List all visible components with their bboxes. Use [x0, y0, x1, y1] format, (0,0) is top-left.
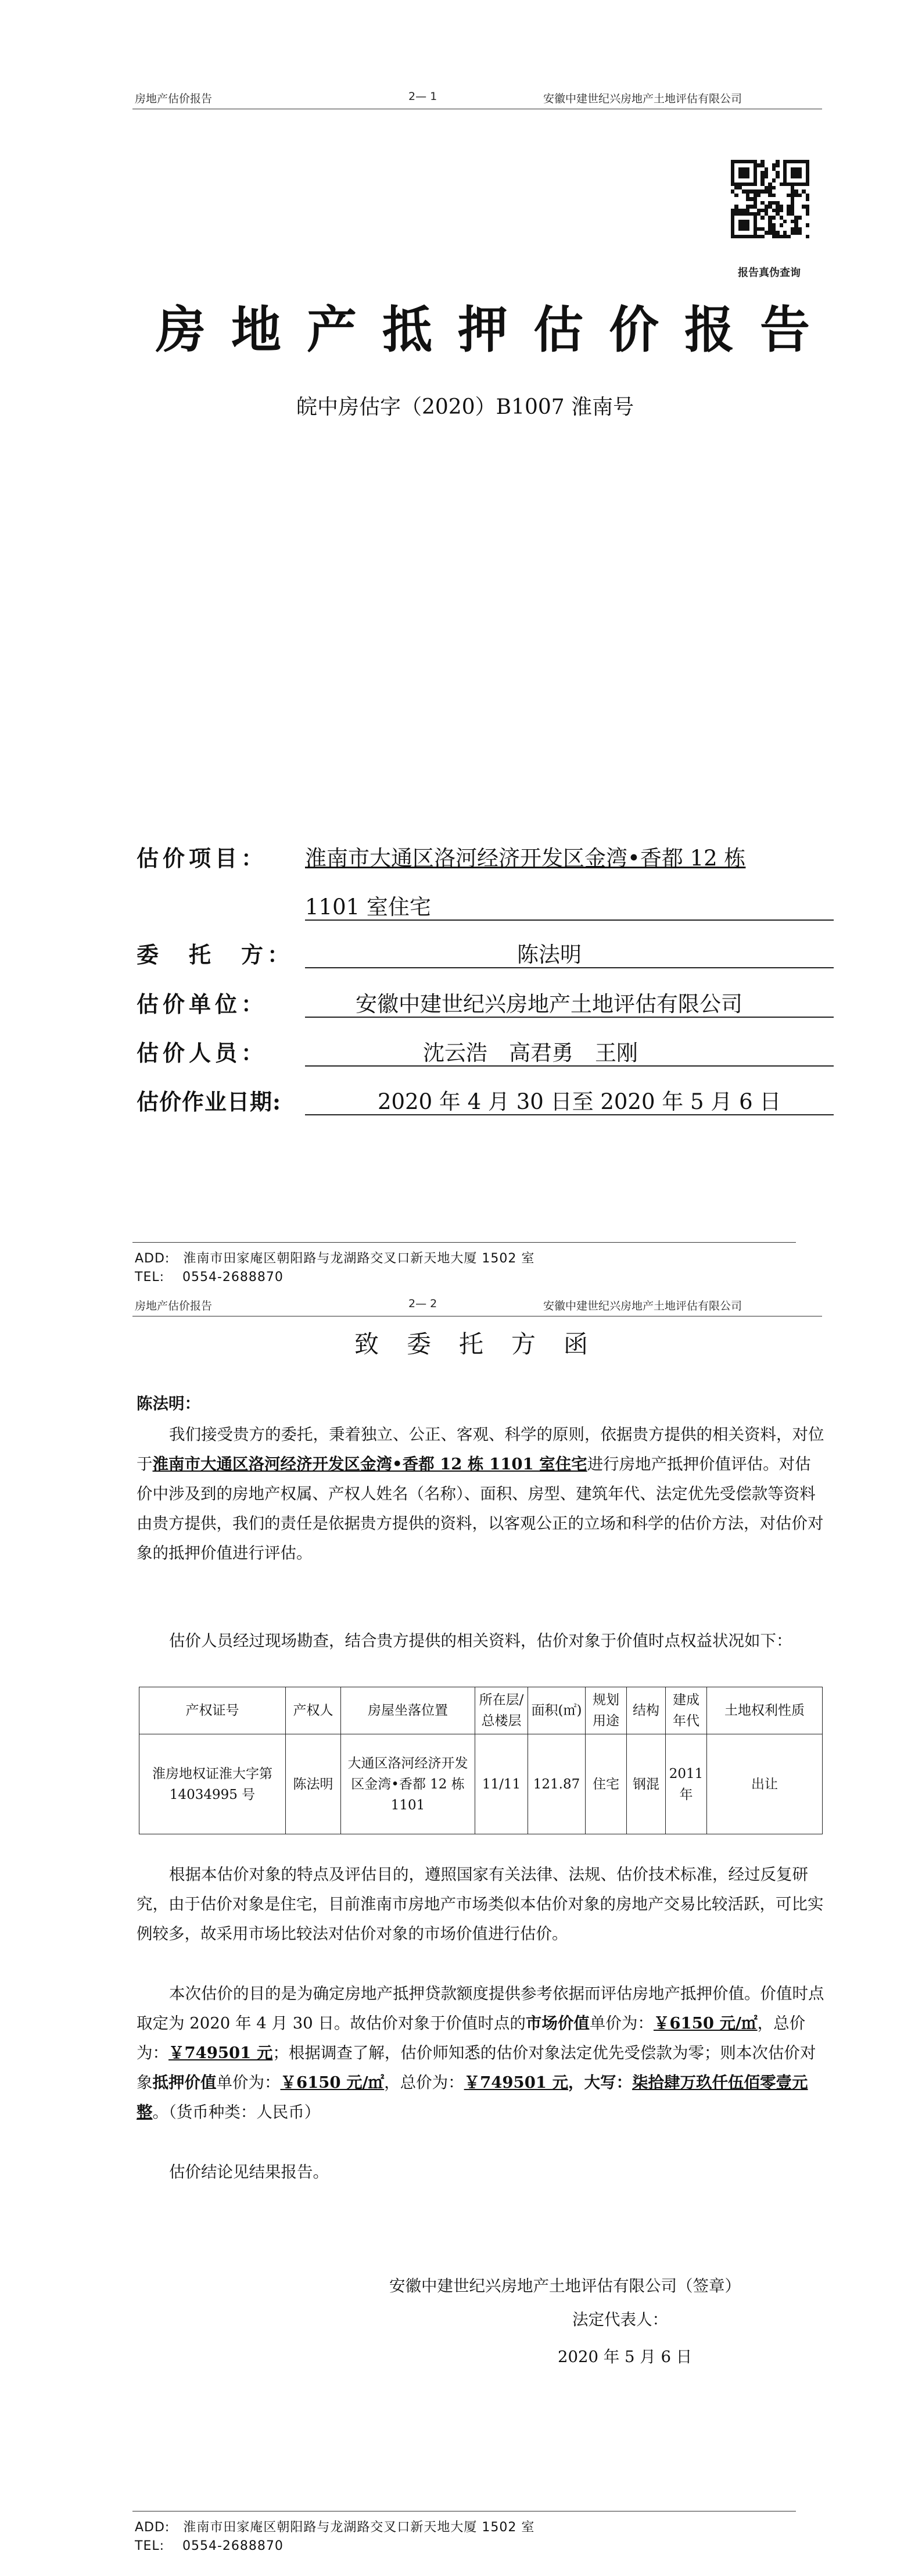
table-cell-structure: 钢混 [627, 1734, 666, 1834]
letter-paragraph-4 [137, 1979, 825, 2127]
table-header-cell: 产权人 [286, 1687, 341, 1734]
value-appraisers: 沈云浩 高君勇 王刚 [423, 1040, 638, 1065]
signature-date: 2020 年 5 月 6 日 [558, 2348, 693, 2366]
table-header-cell: 土地权利性质 [707, 1687, 823, 1734]
report-number: 皖中房估字（2020）B1007 淮南号 [296, 395, 634, 419]
underline-work-dates [305, 1114, 834, 1115]
p1-property-address: 淮南市大通区洛河经济开发区金湾•香都 12 栋 1101 室住宅 [152, 1455, 587, 1473]
qr-caption: 报告真伪查询 [738, 267, 801, 279]
value-appraisal-project-line1 [305, 840, 745, 872]
table-header-cell: 所在层/总楼层 [475, 1687, 528, 1734]
letter-paragraph-2: 估价人员经过现场勘查，结合贵方提供的相关资料，估价对象于价值时点权益状况如下： [169, 1632, 792, 1650]
label-client: 委 托 方： [137, 942, 294, 968]
page1-footer-rule [132, 1242, 796, 1243]
p4-text-i: 单价为： [216, 2073, 281, 2092]
table-cell-year: 2011 年 [666, 1734, 707, 1834]
page2-header-page-number: 2— 2 [408, 1297, 437, 1310]
label-appraisal-firm: 估价单位： [137, 991, 268, 1017]
page2-header-left: 房地产估价报告 [135, 1300, 213, 1312]
page1-header-company: 安徽中建世纪兴房地产土地评估有限公司 [543, 92, 742, 105]
label-work-dates: 估价作业日期: [137, 1089, 282, 1115]
table-cell-area: 121.87 [528, 1734, 586, 1834]
p4-text-k: ，总价为： [384, 2073, 464, 2092]
p4-text-e: ，总价为： [137, 2014, 806, 2062]
table-header-cell: 房屋坐落位置 [341, 1687, 475, 1734]
label-appraisal-project: 估价项目： [137, 845, 268, 871]
p1-text-c: 进行房地产抵押价值评估。对估价中涉及到的房地产权属、产权人姓名（名称）、面积、房型、建筑年代、法定优先受偿款等资料由贵方提供，我们的责任是依据贵方提供的资料，以客观公正的立场和科学的估价方法，对估价对象的抵押价值进行评估。 [137, 1455, 824, 1562]
table-cell-land-right: 出让 [707, 1734, 823, 1834]
letter-title: 致委托方函 [354, 1330, 616, 1358]
table-row [139, 1734, 823, 1834]
page2-header-company: 安徽中建世纪兴房地产土地评估有限公司 [543, 1300, 742, 1312]
p4-text-c: 单价为： [589, 2014, 654, 2033]
page1-footer-tel: TEL: 0554-2688870 [135, 1270, 284, 1285]
letter-paragraph-1 [137, 1420, 825, 1568]
signature-company: 安徽中建世纪兴房地产土地评估有限公司（签章） [389, 2277, 741, 2295]
table-cell-owner: 陈法明 [286, 1734, 341, 1834]
p4-text-a: 本次估价的目的是为确定房地产抵押贷款额度提供参考依据而评估房地产抵押价值。价值时点取定为 2020 年 4 月 30 日。故估价对象于价值时点的 [137, 1984, 824, 2033]
letter-paragraph-5: 估价结论见结果报告。 [169, 2163, 329, 2181]
table-header-cell: 结构 [627, 1687, 666, 1734]
qr-module [806, 235, 809, 238]
property-rights-table [139, 1687, 823, 1834]
label-appraisers: 估价人员： [137, 1040, 268, 1066]
p4-text-g: ；根据调查了解，估价师知悉的估价对象法定优先受偿款为零；则本次估价对象 [137, 2044, 816, 2092]
p4-mortgage-unit-price: ￥6150 元/㎡ [280, 2073, 385, 2092]
signature-legal-rep: 法定代表人： [572, 2310, 668, 2329]
p4-text-o: 。（货币种类：人民币） [152, 2103, 321, 2121]
appraisal-project-address-1: 淮南市大通区洛河经济开发区金湾•香都 12 栋 [305, 846, 746, 871]
p4-market-unit-price: ￥6150 元/㎡ [653, 2014, 758, 2033]
value-client: 陈法明 [517, 942, 582, 967]
p4-market-total-price: ￥749501 元 [168, 2044, 273, 2062]
table-header-cell: 规划用途 [586, 1687, 627, 1734]
table-cell-use: 住宅 [586, 1734, 627, 1834]
page1-header-page-number: 2— 1 [408, 90, 437, 103]
value-work-dates: 2020 年 4 月 30 日至 2020 年 5 月 6 日 [378, 1089, 781, 1114]
table-header-cell: 面积(㎡) [528, 1687, 586, 1734]
letter-paragraph-3: 根据本估价对象的特点及评估目的，遵照国家有关法律、法规、估价技术标准，经过反复研究，由于估价对象是住宅，目前淮南市房地产市场类似本估价对象的房地产交易比较活跃，可比实例较多，故采用市场比较法对估价对象的市场价值进行估价。 [137, 1865, 824, 1943]
p4-amount-in-words: 柒拾肆万玖仟伍佰零壹元整 [137, 2073, 808, 2121]
p4-mortgage-value-label: 抵押价值 [152, 2073, 217, 2092]
table-cell-location: 大通区洛河经济开发区金湾•香都 12 栋 1101 [341, 1734, 475, 1834]
table-header-row [139, 1687, 823, 1734]
table-cell-cert-no: 淮房地权证淮大字第14034995 号 [139, 1734, 286, 1834]
table-header-cell: 产权证号 [139, 1687, 286, 1734]
table-header-cell: 建成年代 [666, 1687, 707, 1734]
p1-text-a: 我们接受贵方的委托，秉着独立、公正、客观、科学的原则，依据贵方提供的相关资料，对位于 [137, 1425, 824, 1473]
letter-salutation: 陈法明： [137, 1394, 200, 1413]
underline-firm [305, 1017, 834, 1018]
page1-header-left: 房地产估价报告 [135, 92, 213, 105]
p4-text-m: ，大写： [568, 2073, 633, 2092]
underline-client [305, 967, 834, 968]
underline-project-2 [305, 920, 834, 921]
report-title: 房地产抵押估价报告 [156, 300, 835, 359]
page2-footer-tel: TEL: 0554-2688870 [135, 2539, 284, 2553]
p4-mortgage-total-price: ￥749501 元 [464, 2073, 569, 2092]
page1-footer-address: ADD: 淮南市田家庵区朝阳路与龙湖路交叉口新天地大厦 1502 室 [135, 1251, 535, 1266]
qr-code-image [731, 160, 809, 238]
table-cell-floor: 11/11 [475, 1734, 528, 1834]
p4-market-value-label: 市场价值 [525, 2014, 590, 2033]
page2-footer-address: ADD: 淮南市田家庵区朝阳路与龙湖路交叉口新天地大厦 1502 室 [135, 2520, 535, 2535]
value-appraisal-project-line2: 1101 室住宅 [305, 895, 431, 920]
underline-appraisers [305, 1065, 834, 1067]
value-appraisal-firm: 安徽中建世纪兴房地产土地评估有限公司 [356, 992, 742, 1017]
